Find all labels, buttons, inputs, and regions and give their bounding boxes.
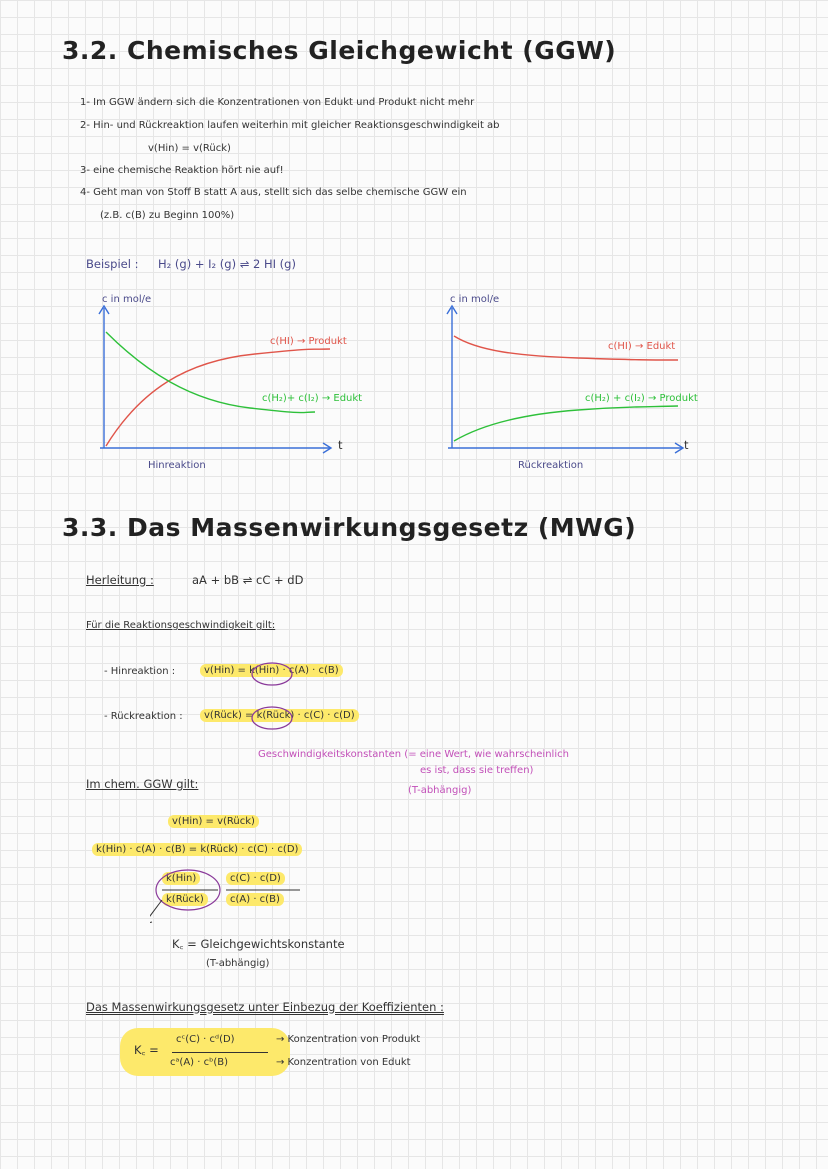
graph-ylabel: c in mol/e xyxy=(450,294,500,305)
graph-ylabel: c in mol/e xyxy=(102,294,152,305)
fraction-k-den: k(Rück) xyxy=(162,893,208,906)
fraction-lines xyxy=(150,866,310,946)
product-label: c(HI) → Produkt xyxy=(270,336,347,347)
graph-hinreaktion xyxy=(90,296,363,466)
constants-note-3: (T-abhängig) xyxy=(408,785,472,796)
hinreaktion-equation: v(Hin) = k(Hin) · c(A) · c(B) xyxy=(200,664,343,677)
reaktionsgeschwindigkeit-text: Für die Reaktionsgeschwindigkeit gilt: xyxy=(86,620,276,631)
kc-label: K꜀ = xyxy=(134,1043,159,1057)
constants-note: Geschwindigkeitskonstanten (= eine Wert, wie wahrscheinlich xyxy=(258,749,569,760)
kc-numerator-note: → Konzentration von Produkt xyxy=(276,1034,421,1045)
kc-fraction-bar xyxy=(172,1052,268,1053)
arrow-head xyxy=(150,916,152,924)
graph-xlabel: t xyxy=(684,438,689,452)
mwg-text: Das Massenwirkungsgesetz unter Einbezug der Koeffizienten : xyxy=(86,1000,444,1014)
rueckreaktion-label: - Rückreaktion : xyxy=(104,711,183,722)
fraction-c-den: c(A) · c(B) xyxy=(226,893,284,906)
graph-caption: Rückreaktion xyxy=(518,460,584,471)
herleitung-equation: aA + bB ⇌ cC + dD xyxy=(192,573,304,587)
ggw-label: Im chem. GGW gilt: xyxy=(86,777,199,791)
rueckreaktion-equation: v(Rück) = k(Rück) · c(C) · c(D) xyxy=(200,709,359,722)
kc-numerator: cᶜ(C) · cᵈ(D) xyxy=(176,1034,235,1045)
constant-circles xyxy=(250,658,298,734)
kc-definition: K꜀ = Gleichgewichtskonstante xyxy=(172,937,345,951)
list-item: 3- eine chemische Reaktion hört nie auf! xyxy=(80,165,284,176)
edukt-label: c(H₂)+ c(I₂) → Edukt xyxy=(262,393,363,404)
beispiel-equation: H₂ (g) + I₂ (g) ⇌ 2 HI (g) xyxy=(158,257,296,271)
fraction-k-num: k(Hin) xyxy=(162,872,200,885)
fraction-c-num: c(C) · c(D) xyxy=(226,872,285,885)
kc-definition-note: (T-abhängig) xyxy=(206,958,270,969)
beispiel-label: Beispiel : xyxy=(86,257,139,271)
list-item: 2- Hin- und Rückreaktion laufen weiterhin mit gleicher Reaktionsgeschwindigkeit ab xyxy=(80,120,500,131)
product-label: c(H₂) + c(I₂) → Produkt xyxy=(585,393,698,404)
graph-caption: Hinreaktion xyxy=(148,460,206,471)
section-title-3-2: 3.2. Chemisches Gleichgewicht (GGW) xyxy=(62,36,617,65)
graph-xlabel: t xyxy=(338,438,343,452)
graph-rueckreaktion xyxy=(438,296,698,466)
list-item: (z.B. c(B) zu Beginn 100%) xyxy=(100,210,235,221)
kc-denominator: cᵃ(A) · cᵇ(B) xyxy=(170,1057,229,1068)
edukt-label: c(HI) → Edukt xyxy=(608,341,676,352)
kc-denominator-note: → Konzentration von Edukt xyxy=(276,1057,411,1068)
section-title-3-3: 3.3. Das Massenwirkungsgesetz (MWG) xyxy=(62,513,637,542)
constants-note-2: es ist, dass sie treffen) xyxy=(420,765,534,776)
list-item: 1- Im GGW ändern sich die Konzentrationen von Edukt und Produkt nicht mehr xyxy=(80,97,475,108)
ggw-equation-1: v(Hin) = v(Rück) xyxy=(168,815,259,828)
circle-k-rueck xyxy=(252,707,292,729)
hinreaktion-label: - Hinreaktion : xyxy=(104,666,176,677)
product-curve xyxy=(454,406,678,441)
arrow-line xyxy=(150,900,162,924)
herleitung-label: Herleitung : xyxy=(86,573,154,587)
equation: v(Hin) = v(Rück) xyxy=(148,143,231,154)
ggw-equation-2: k(Hin) · c(A) · c(B) = k(Rück) · c(C) · c(D) xyxy=(92,843,302,856)
list-item: 4- Geht man von Stoff B statt A aus, stellt sich das selbe chemische GGW ein xyxy=(80,187,467,198)
circle-k-hin xyxy=(252,663,292,685)
